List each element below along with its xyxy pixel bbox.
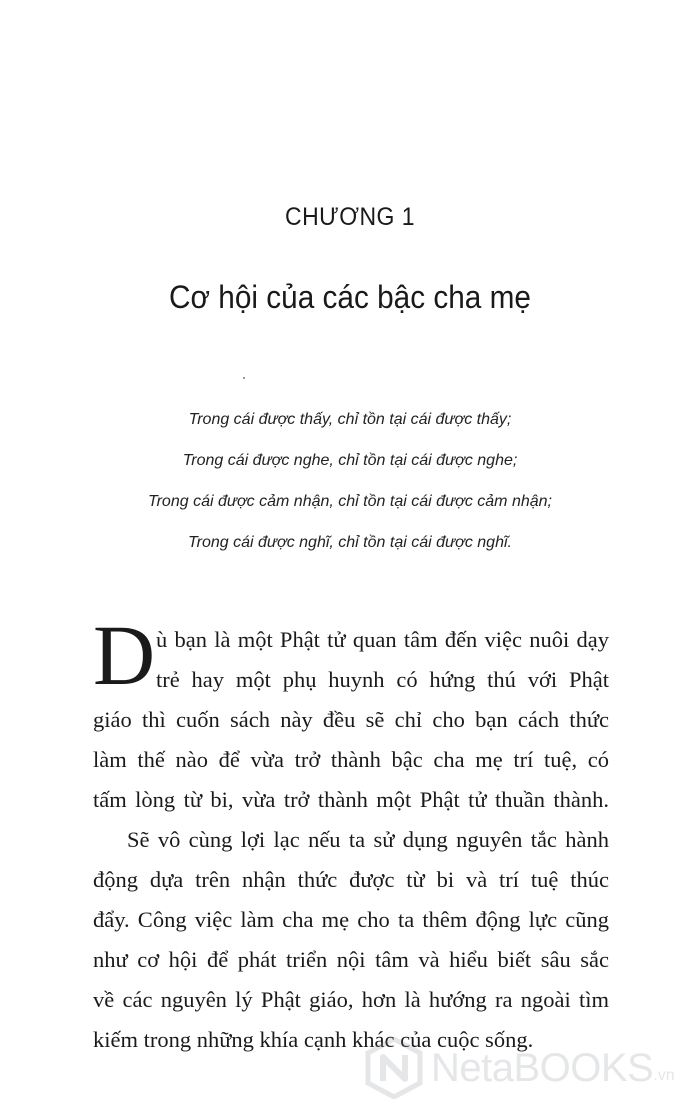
paragraph-line: kiếm trong những khía cạnh khác của cuộc sống. xyxy=(93,1027,534,1052)
chapter-title: Cơ hội của các bậc cha mẹ xyxy=(169,279,531,315)
epigraph xyxy=(0,405,700,569)
paragraph-line: Sẽ vô cùng lợi lạc nếu ta sử dụng nguyên tắc hành xyxy=(127,827,609,852)
drop-cap: D xyxy=(93,607,156,703)
watermark-suffix: .vn xyxy=(653,1067,675,1084)
paragraph-line: về các nguyên lý Phật giáo, hơn là hướng ra ngoài tìm xyxy=(93,987,609,1012)
paragraph-1 xyxy=(93,620,609,820)
paragraph-line: giáo thì cuốn sách này đều sẽ chỉ cho bạn cách thức xyxy=(93,707,609,732)
paragraph-line: trẻ hay một phụ huynh có hứng thú với Phật xyxy=(156,667,609,692)
paragraph-2 xyxy=(93,820,609,1060)
watermark-brand: NetaBOOKS xyxy=(431,1045,654,1090)
chapter-label: CHƯƠNG 1 xyxy=(285,203,415,231)
watermark xyxy=(365,1028,695,1108)
epigraph-line: Trong cái được nghe, chỉ tồn tại cái được nghe; xyxy=(182,452,518,469)
paragraph-line: động dựa trên nhận thức được từ bi và trí tuệ thúc xyxy=(93,867,609,892)
paragraph-line: ù bạn là một Phật tử quan tâm đến việc nuôi dạy xyxy=(156,627,609,652)
paragraph-line: tấm lòng từ bi, vừa trở thành một Phật tử thuần thành. xyxy=(93,787,609,812)
neta-logo-icon xyxy=(365,1037,423,1099)
epigraph-line: Trong cái được nghĩ, chỉ tồn tại cái được nghĩ. xyxy=(188,534,512,551)
ornament-dot xyxy=(243,377,245,379)
epigraph-line: Trong cái được cảm nhận, chỉ tồn tại cái được cảm nhận; xyxy=(148,493,552,510)
paragraph-line: đẩy. Công việc làm cha mẹ cho ta thêm động lực cũng xyxy=(93,907,609,932)
paragraph-line: như cơ hội để phát triển nội tâm và hiểu biết sâu sắc xyxy=(93,947,609,972)
paragraph-line: làm thế nào để vừa trở thành bậc cha mẹ trí tuệ, có xyxy=(93,747,609,772)
epigraph-line: Trong cái được thấy, chỉ tồn tại cái được thấy; xyxy=(188,411,512,428)
